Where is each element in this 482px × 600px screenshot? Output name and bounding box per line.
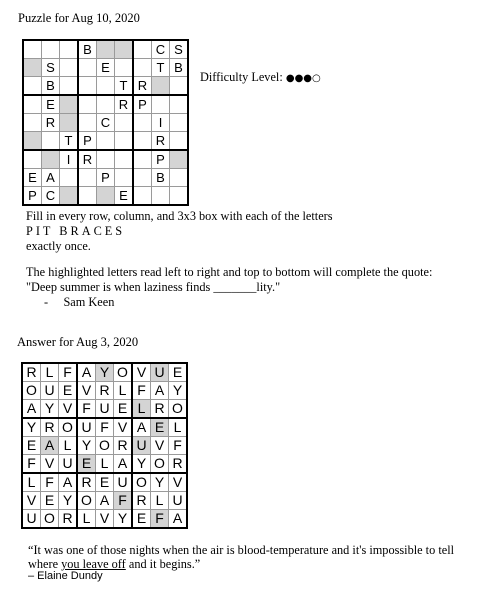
answer-cell: E: [59, 382, 78, 400]
puzzle-cell[interactable]: P: [152, 150, 170, 169]
answer-cell: A: [169, 510, 188, 529]
answer-row: [22, 437, 187, 455]
puzzle-row: [23, 40, 188, 59]
answer-cell: R: [96, 382, 114, 400]
answer-cell: R: [77, 473, 96, 492]
answer-quote-author: – Elaine Dundy: [28, 570, 103, 582]
puzzle-cell[interactable]: [97, 77, 115, 96]
answer-cell: Y: [77, 437, 96, 455]
puzzle-cell[interactable]: P: [23, 187, 42, 206]
answer-cell: U: [114, 473, 133, 492]
puzzle-cell[interactable]: [133, 59, 152, 77]
puzzle-quote: "Deep summer is when laziness finds _______lity.": [26, 280, 281, 294]
answer-cell: F: [132, 382, 151, 400]
answer-cell: L: [132, 400, 151, 419]
answer-cell: Y: [169, 382, 188, 400]
answer-row: [22, 492, 187, 510]
answer-cell: O: [77, 492, 96, 510]
puzzle-cell[interactable]: P: [97, 169, 115, 187]
answer-cell: V: [96, 510, 114, 529]
puzzle-cell[interactable]: [60, 114, 79, 132]
puzzle-row: [23, 150, 188, 169]
puzzle-cell[interactable]: [97, 95, 115, 114]
puzzle-cell[interactable]: [42, 40, 60, 59]
answer-cell: U: [96, 400, 114, 419]
answer-row: [22, 510, 187, 529]
puzzle-cell[interactable]: R: [152, 132, 170, 151]
answer-quote-line-1: “It was one of those nights when the air is blood-temperature and it's impossible to tell: [28, 543, 455, 557]
answer-cell: O: [59, 418, 78, 437]
puzzle-cell[interactable]: C: [97, 114, 115, 132]
answer-cell: E: [169, 363, 188, 382]
puzzle-row: [23, 59, 188, 77]
answer-row: [22, 400, 187, 419]
puzzle-cell[interactable]: [170, 132, 189, 151]
quote-intro: The highlighted letters read left to right and top to bottom will complete the quote:: [26, 265, 433, 279]
puzzle-cell[interactable]: R: [78, 150, 97, 169]
answer-cell: Y: [41, 400, 59, 419]
puzzle-cell[interactable]: R: [42, 114, 60, 132]
puzzle-cell[interactable]: [115, 132, 134, 151]
answer-cell: O: [151, 455, 169, 474]
puzzle-cell[interactable]: B: [170, 59, 189, 77]
answer-cell: A: [59, 473, 78, 492]
difficulty-dots: ●●●○: [285, 73, 321, 84]
answer-cell: L: [96, 455, 114, 474]
quote-underlined-fragment: you leave off: [61, 557, 126, 571]
answer-cell: L: [114, 382, 133, 400]
puzzle-cell[interactable]: [133, 187, 152, 206]
answer-cell: E: [114, 400, 133, 419]
puzzle-cell[interactable]: [97, 187, 115, 206]
puzzle-cell[interactable]: [23, 132, 42, 151]
answer-cell: F: [169, 437, 188, 455]
puzzle-cell[interactable]: C: [152, 40, 170, 59]
puzzle-cell[interactable]: [42, 132, 60, 151]
puzzle-cell[interactable]: [170, 150, 189, 169]
puzzle-cell[interactable]: B: [152, 169, 170, 187]
answer-cell: O: [132, 473, 151, 492]
puzzle-cell[interactable]: E: [23, 169, 42, 187]
answer-cell: Y: [151, 473, 169, 492]
puzzle-cell[interactable]: S: [42, 59, 60, 77]
puzzle-cell[interactable]: C: [42, 187, 60, 206]
answer-cell: R: [59, 510, 78, 529]
answer-cell: F: [114, 492, 133, 510]
answer-cell: A: [77, 363, 96, 382]
puzzle-cell[interactable]: [60, 59, 79, 77]
answer-cell: L: [59, 437, 78, 455]
puzzle-cell[interactable]: [152, 95, 170, 114]
answer-cell: A: [41, 437, 59, 455]
puzzle-cell[interactable]: [23, 77, 42, 96]
answer-cell: U: [132, 437, 151, 455]
answer-cell: L: [22, 473, 41, 492]
puzzle-cell[interactable]: [97, 132, 115, 151]
puzzle-row: [23, 77, 188, 96]
answer-cell: A: [22, 400, 41, 419]
answer-cell: R: [22, 363, 41, 382]
answer-cell: V: [132, 363, 151, 382]
puzzle-cell[interactable]: [115, 40, 134, 59]
puzzle-cell[interactable]: [170, 95, 189, 114]
puzzle-title: Puzzle for Aug 10, 2020: [18, 11, 140, 25]
puzzle-cell[interactable]: I: [152, 114, 170, 132]
answer-cell: E: [41, 492, 59, 510]
puzzle-row: [23, 132, 188, 151]
answer-cell: U: [22, 510, 41, 529]
puzzle-cell[interactable]: E: [115, 187, 134, 206]
puzzle-cell[interactable]: [115, 114, 134, 132]
puzzle-cell[interactable]: P: [78, 132, 97, 151]
puzzle-row: [23, 114, 188, 132]
puzzle-cell[interactable]: [60, 187, 79, 206]
answer-grid: [21, 362, 188, 529]
puzzle-cell[interactable]: B: [42, 77, 60, 96]
answer-row: [22, 473, 187, 492]
answer-cell: L: [41, 363, 59, 382]
puzzle-cell[interactable]: [170, 169, 189, 187]
answer-cell: E: [96, 473, 114, 492]
puzzle-cell[interactable]: [170, 114, 189, 132]
puzzle-cell[interactable]: [60, 77, 79, 96]
answer-cell: O: [114, 363, 133, 382]
puzzle-cell[interactable]: [133, 169, 152, 187]
answer-cell: R: [151, 400, 169, 419]
puzzle-cell[interactable]: [78, 59, 97, 77]
answer-cell: R: [114, 437, 133, 455]
puzzle-cell[interactable]: [152, 187, 170, 206]
instruction-line-3: exactly once.: [26, 239, 91, 253]
answer-cell: A: [151, 382, 169, 400]
puzzle-cell[interactable]: [133, 132, 152, 151]
answer-cell: V: [114, 418, 133, 437]
answer-cell: R: [41, 418, 59, 437]
puzzle-cell[interactable]: [133, 150, 152, 169]
puzzle-cell[interactable]: [115, 150, 134, 169]
answer-cell: F: [59, 363, 78, 382]
answer-row: [22, 455, 187, 474]
difficulty-label: Difficulty Level:: [200, 70, 283, 84]
puzzle-cell[interactable]: [23, 40, 42, 59]
answer-cell: F: [96, 418, 114, 437]
puzzle-cell[interactable]: [60, 95, 79, 114]
puzzle-cell[interactable]: P: [133, 95, 152, 114]
puzzle-cell[interactable]: [133, 40, 152, 59]
answer-cell: A: [96, 492, 114, 510]
puzzle-cell[interactable]: [78, 187, 97, 206]
answer-cell: L: [169, 418, 188, 437]
puzzle-cell[interactable]: R: [133, 77, 152, 96]
puzzle-cell[interactable]: B: [78, 40, 97, 59]
answer-cell: O: [96, 437, 114, 455]
puzzle-cell[interactable]: [97, 150, 115, 169]
answer-cell: V: [41, 455, 59, 474]
answer-cell: E: [22, 437, 41, 455]
puzzle-cell[interactable]: S: [170, 40, 189, 59]
puzzle-row: [23, 187, 188, 206]
puzzle-cell[interactable]: I: [60, 150, 79, 169]
answer-cell: F: [41, 473, 59, 492]
answer-cell: Y: [96, 363, 114, 382]
puzzle-row: [23, 95, 188, 114]
answer-cell: E: [77, 455, 96, 474]
puzzle-cell[interactable]: T: [115, 77, 134, 96]
answer-cell: Y: [22, 418, 41, 437]
puzzle-cell[interactable]: [23, 150, 42, 169]
puzzle-cell[interactable]: [23, 95, 42, 114]
puzzle-cell[interactable]: [42, 150, 60, 169]
answer-cell: F: [77, 400, 96, 419]
answer-cell: U: [59, 455, 78, 474]
answer-cell: R: [169, 455, 188, 474]
puzzle-cell[interactable]: [170, 187, 189, 206]
puzzle-cell[interactable]: A: [42, 169, 60, 187]
puzzle-cell[interactable]: [115, 59, 134, 77]
puzzle-cell[interactable]: [23, 59, 42, 77]
quote-fragment: where: [28, 557, 62, 571]
answer-cell: E: [151, 418, 169, 437]
answer-title: Answer for Aug 3, 2020: [17, 335, 139, 349]
puzzle-cell[interactable]: [78, 114, 97, 132]
puzzle-cell[interactable]: [115, 169, 134, 187]
puzzle-cell[interactable]: [152, 77, 170, 96]
puzzle-cell[interactable]: [23, 114, 42, 132]
puzzle-cell[interactable]: [60, 169, 79, 187]
difficulty-indicator: [200, 70, 321, 86]
puzzle-cell[interactable]: R: [115, 95, 134, 114]
answer-cell: A: [114, 455, 133, 474]
puzzle-cell[interactable]: T: [60, 132, 79, 151]
puzzle-cell[interactable]: [60, 40, 79, 59]
answer-cell: V: [77, 382, 96, 400]
answer-cell: E: [132, 510, 151, 529]
puzzle-quote-author: - Sam Keen: [44, 295, 115, 309]
answer-cell: V: [59, 400, 78, 419]
instruction-line-1: Fill in every row, column, and 3x3 box with each of the letters: [26, 209, 333, 223]
puzzle-cell[interactable]: [78, 169, 97, 187]
answer-cell: U: [169, 492, 188, 510]
answer-cell: O: [41, 510, 59, 529]
puzzle-cell[interactable]: [97, 40, 115, 59]
answer-cell: O: [22, 382, 41, 400]
answer-cell: L: [151, 492, 169, 510]
puzzle-grid: [22, 39, 189, 206]
answer-cell: U: [151, 363, 169, 382]
puzzle-cell[interactable]: [78, 95, 97, 114]
puzzle-cell[interactable]: T: [152, 59, 170, 77]
puzzle-row: [23, 169, 188, 187]
answer-cell: Y: [114, 510, 133, 529]
answer-cell: Y: [59, 492, 78, 510]
answer-cell: R: [132, 492, 151, 510]
puzzle-cell[interactable]: [78, 77, 97, 96]
answer-cell: U: [77, 418, 96, 437]
answer-row: [22, 382, 187, 400]
answer-cell: V: [22, 492, 41, 510]
answer-cell: O: [169, 400, 188, 419]
answer-row: [22, 418, 187, 437]
answer-cell: A: [132, 418, 151, 437]
letter-set: PIT BRACES: [26, 224, 126, 238]
answer-cell: L: [77, 510, 96, 529]
quote-fragment-end: and it begins.”: [125, 557, 201, 571]
answer-cell: Y: [132, 455, 151, 474]
puzzle-cell[interactable]: [170, 77, 189, 96]
answer-cell: V: [169, 473, 188, 492]
puzzle-cell[interactable]: [133, 114, 152, 132]
answer-cell: F: [151, 510, 169, 529]
puzzle-cell[interactable]: E: [97, 59, 115, 77]
answer-cell: U: [41, 382, 59, 400]
answer-cell: F: [22, 455, 41, 474]
answer-cell: V: [151, 437, 169, 455]
answer-row: [22, 363, 187, 382]
puzzle-cell[interactable]: E: [42, 95, 60, 114]
